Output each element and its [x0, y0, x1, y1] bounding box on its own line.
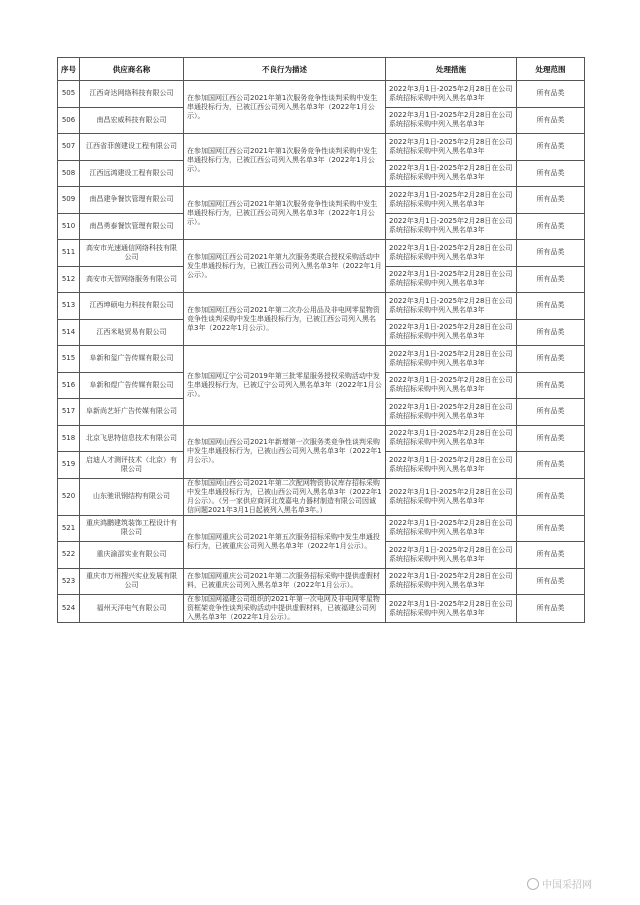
table-row: [58, 425, 585, 452]
behavior-description: 在参加国网福建公司组织的2021年第一次电网及非电网零星物资框架竞争性谈判采购活动中提供虚假材料，已被福建公司列入黑名单3年（2022年1月公示）。: [184, 595, 386, 623]
row-number: 511: [58, 240, 80, 267]
behavior-description: 在参加国网重庆公司2021年第五次服务招标采购中发生串通投标行为，已被重庆公司列入黑名单3年（2022年1月公示）。: [184, 515, 386, 568]
handling-measure: 2022年3月1日-2025年2月28日在公司系统招标采购中列入黑名单3年: [386, 187, 517, 214]
supplier-name: 南昌建争餐饮管理有限公司: [80, 187, 184, 214]
table-row: [58, 478, 585, 515]
handling-measure: 2022年3月1日-2025年2月28日在公司系统招标采购中列入黑名单3年: [386, 595, 517, 623]
handling-scope: 所有品类: [517, 213, 585, 240]
supplier-name: 江西远鸿建设工程有限公司: [80, 160, 184, 187]
handling-scope: 所有品类: [517, 81, 585, 108]
supplier-name: 高安市光速通信网络科技有限公司: [80, 240, 184, 267]
handling-scope: 所有品类: [517, 107, 585, 134]
behavior-description: 在参加国网江西公司2021年第1次服务竞争性谈判采购中发生串通投标行为，已被江西公司列入黑名单3年（2022年1月公示）。: [184, 81, 386, 134]
header-scope: 处理范围: [517, 58, 585, 81]
handling-measure: 2022年3月1日-2025年2月28日在公司系统招标采购中列入黑名单3年: [386, 160, 517, 187]
handling-scope: 所有品类: [517, 425, 585, 452]
row-number: 516: [58, 372, 80, 399]
handling-scope: 所有品类: [517, 478, 585, 515]
row-number: 519: [58, 452, 80, 479]
table-row: [58, 187, 585, 214]
supplier-name: 重庆鸿鹏建筑装饰工程设计有限公司: [80, 515, 184, 542]
handling-scope: 所有品类: [517, 542, 585, 569]
handling-scope: 所有品类: [517, 452, 585, 479]
supplier-name: 南昌勇泰餐饮管理有限公司: [80, 213, 184, 240]
behavior-description: 在参加国网山西公司2021年第二次配网物资协议库存招标采购中发生串通投标行为，已被山西公司列入黑名单3年（2022年1月公示）。（另一家供应商河北茂嘉电力器材制造有限公司因诚信问题2021年3月1日起被列入黑名单3年。）: [184, 478, 386, 515]
header-supplier: 供应商名称: [80, 58, 184, 81]
table-row: [58, 568, 585, 595]
handling-scope: 所有品类: [517, 515, 585, 542]
blacklist-table: [57, 57, 585, 623]
supplier-name: 江西省菲茵建设工程有限公司: [80, 134, 184, 161]
handling-measure: 2022年3月1日-2025年2月28日在公司系统招标采购中列入黑名单3年: [386, 293, 517, 320]
document-sheet: [57, 57, 584, 623]
handling-scope: 所有品类: [517, 568, 585, 595]
handling-measure: 2022年3月1日-2025年2月28日在公司系统招标采购中列入黑名单3年: [386, 346, 517, 373]
row-number: 509: [58, 187, 80, 214]
handling-scope: 所有品类: [517, 134, 585, 161]
supplier-name: 南昌宏威科技有限公司: [80, 107, 184, 134]
watermark-text: 中国采招网: [542, 880, 592, 891]
handling-measure: 2022年3月1日-2025年2月28日在公司系统招标采购中列入黑名单3年: [386, 107, 517, 134]
supplier-name: 启迪人才测评技术（北京）有限公司: [80, 452, 184, 479]
supplier-name: 福州天洋电气有限公司: [80, 595, 184, 623]
behavior-description: 在参加国网江西公司2021年第1次服务竞争性谈判采购中发生串通投标行为，已被江西公司列入黑名单3年（2022年1月公示）。: [184, 134, 386, 187]
handling-measure: 2022年3月1日-2025年2月28日在公司系统招标采购中列入黑名单3年: [386, 213, 517, 240]
handling-measure: 2022年3月1日-2025年2月28日在公司系统招标采购中列入黑名单3年: [386, 134, 517, 161]
watermark: [527, 876, 592, 891]
handling-measure: 2022年3月1日-2025年2月28日在公司系统招标采购中列入黑名单3年: [386, 568, 517, 595]
supplier-name: 江西坤硕电力科技有限公司: [80, 293, 184, 320]
handling-scope: 所有品类: [517, 240, 585, 267]
row-number: 523: [58, 568, 80, 595]
behavior-description: 在参加国网江西公司2021年第1次服务竞争性谈判采购中发生串通投标行为，已被江西公司列入黑名单3年（2022年1月公示）。: [184, 187, 386, 240]
table-row: [58, 81, 585, 108]
row-number: 513: [58, 293, 80, 320]
behavior-description: 在参加国网江西公司2021年第二次办公用品及非电网零星物资竞争性谈判采购中发生串通投标行为，已被江西公司列入黑名单3年（2022年1月公示）。: [184, 293, 386, 346]
row-number: 507: [58, 134, 80, 161]
handling-measure: 2022年3月1日-2025年2月28日在公司系统招标采购中列入黑名单3年: [386, 399, 517, 426]
supplier-name: 北京飞思特信息技术有限公司: [80, 425, 184, 452]
handling-measure: 2022年3月1日-2025年2月28日在公司系统招标采购中列入黑名单3年: [386, 372, 517, 399]
behavior-description: 在参加国网重庆公司2021年第二次服务招标采购中提供虚假材料，已被重庆公司列入黑名单3年（2022年1月公示）。: [184, 568, 386, 595]
supplier-name: 阜新和玺广告传媒有限公司: [80, 346, 184, 373]
row-number: 520: [58, 478, 80, 515]
row-number: 512: [58, 266, 80, 293]
handling-measure: 2022年3月1日-2025年2月28日在公司系统招标采购中列入黑名单3年: [386, 81, 517, 108]
handling-scope: 所有品类: [517, 372, 585, 399]
handling-measure: 2022年3月1日-2025年2月28日在公司系统招标采购中列入黑名单3年: [386, 515, 517, 542]
handling-measure: 2022年3月1日-2025年2月28日在公司系统招标采购中列入黑名单3年: [386, 319, 517, 346]
behavior-description: 在参加国网江西公司2021年第九次服务类联合授权采购活动中发生串通投标行为，已被江西公司列入黑名单3年（2022年1月公示）。: [184, 240, 386, 293]
row-number: 522: [58, 542, 80, 569]
table-row: [58, 240, 585, 267]
row-number: 517: [58, 399, 80, 426]
row-number: 514: [58, 319, 80, 346]
row-number: 510: [58, 213, 80, 240]
table-header-row: [58, 58, 585, 81]
table-row: [58, 293, 585, 320]
behavior-description: 在参加国网辽宁公司2019年第三批零星服务授权采购活动中发生串通投标行为，已被辽宁公司列入黑名单3年（2022年1月公示）。: [184, 346, 386, 426]
handling-scope: 所有品类: [517, 399, 585, 426]
handling-scope: 所有品类: [517, 187, 585, 214]
row-number: 521: [58, 515, 80, 542]
header-measure: 处理措施: [386, 58, 517, 81]
watermark-logo-icon: [527, 878, 539, 890]
row-number: 508: [58, 160, 80, 187]
table-row: [58, 346, 585, 373]
handling-scope: 所有品类: [517, 319, 585, 346]
table-row: [58, 595, 585, 623]
row-number: 518: [58, 425, 80, 452]
supplier-name: 阜新和煜广告传媒有限公司: [80, 372, 184, 399]
supplier-name: 江西奇达网络科技有限公司: [80, 81, 184, 108]
handling-measure: 2022年3月1日-2025年2月28日在公司系统招标采购中列入黑名单3年: [386, 425, 517, 452]
handling-scope: 所有品类: [517, 160, 585, 187]
row-number: 515: [58, 346, 80, 373]
table-row: [58, 515, 585, 542]
supplier-name: 重庆市万州搜兴实业发展有限公司: [80, 568, 184, 595]
header-behavior: 不良行为描述: [184, 58, 386, 81]
supplier-name: 高安市天智网络服务有限公司: [80, 266, 184, 293]
behavior-description: 在参加国网山西公司2021年新增第一次服务类竞争性谈判采购中发生串通投标行为，已被山西公司列入黑名单3年（2022年1月公示）。: [184, 425, 386, 478]
table-body: [58, 81, 585, 623]
handling-measure: 2022年3月1日-2025年2月28日在公司系统招标采购中列入黑名单3年: [386, 452, 517, 479]
handling-measure: 2022年3月1日-2025年2月28日在公司系统招标采购中列入黑名单3年: [386, 266, 517, 293]
row-number: 506: [58, 107, 80, 134]
handling-measure: 2022年3月1日-2025年2月28日在公司系统招标采购中列入黑名单3年: [386, 478, 517, 515]
supplier-name: 重庆渝邵实业有限公司: [80, 542, 184, 569]
handling-measure: 2022年3月1日-2025年2月28日在公司系统招标采购中列入黑名单3年: [386, 240, 517, 267]
handling-scope: 所有品类: [517, 266, 585, 293]
handling-scope: 所有品类: [517, 346, 585, 373]
handling-scope: 所有品类: [517, 293, 585, 320]
header-no: 序号: [58, 58, 80, 81]
row-number: 505: [58, 81, 80, 108]
handling-measure: 2022年3月1日-2025年2月28日在公司系统招标采购中列入黑名单3年: [386, 542, 517, 569]
supplier-name: 江西米哒贸易有限公司: [80, 319, 184, 346]
table-row: [58, 134, 585, 161]
row-number: 524: [58, 595, 80, 623]
handling-scope: 所有品类: [517, 595, 585, 623]
supplier-name: 阜新尚艺轩广告传媒有限公司: [80, 399, 184, 426]
supplier-name: 山东驰讯钢结构有限公司: [80, 478, 184, 515]
